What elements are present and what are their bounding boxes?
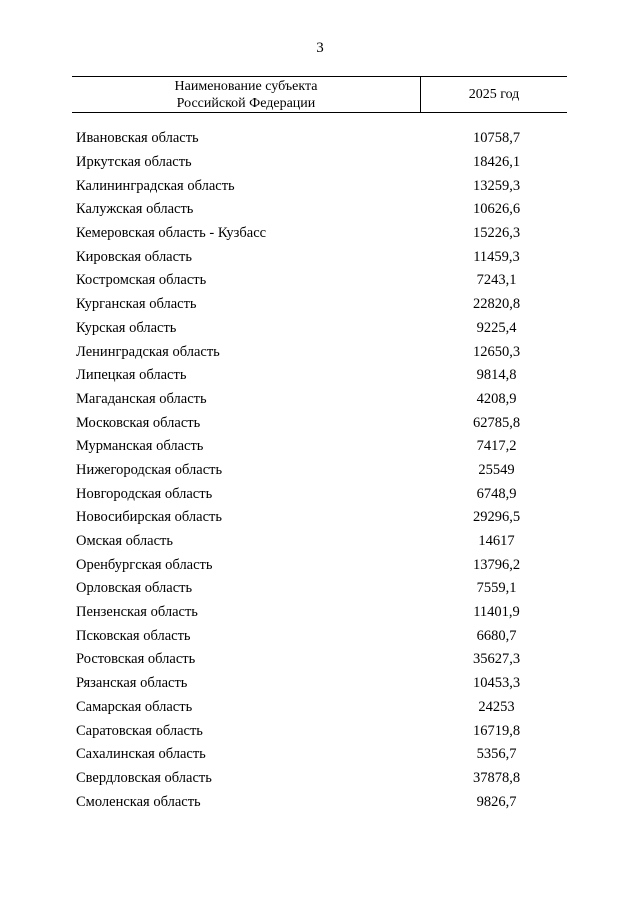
subject-name: Мурманская область: [76, 438, 204, 455]
subject-value: 18426,1: [472, 154, 521, 171]
subject-value: 62785,8: [472, 414, 521, 431]
table-row: [76, 696, 567, 720]
subject-value: 10453,3: [472, 675, 521, 692]
subject-name: Псковская область: [76, 627, 191, 644]
subject-name: Новосибирская область: [76, 509, 222, 526]
table-row: [76, 577, 567, 601]
table-row: [76, 364, 567, 388]
table-row: [76, 151, 567, 175]
subject-name: Московская область: [76, 414, 201, 431]
subject-name: Омская область: [76, 533, 173, 550]
subject-value: 25549: [478, 461, 515, 478]
subject-name: Липецкая область: [76, 367, 187, 384]
table-row: [76, 743, 567, 767]
table-row: [76, 719, 567, 743]
subject-value: 5356,7: [476, 746, 517, 763]
subject-name: Смоленская область: [76, 793, 201, 810]
subject-value: 11401,9: [473, 604, 520, 621]
table-row: [76, 601, 567, 625]
table-row: [76, 388, 567, 412]
subject-value: 9225,4: [476, 319, 517, 336]
table-row: [76, 317, 567, 341]
subject-value: 37878,8: [472, 769, 521, 786]
table-row: [76, 198, 567, 222]
subject-value: 24253: [478, 698, 515, 715]
subject-name: Оренбургская область: [76, 556, 213, 573]
header-subject-name-line1: Наименование субъекта: [174, 78, 318, 94]
subject-value: 12650,3: [472, 343, 521, 360]
subject-value: 7417,2: [476, 438, 517, 455]
subject-name: Ленинградская область: [76, 343, 220, 360]
table-row: [76, 530, 567, 554]
subject-value: 13259,3: [472, 177, 521, 194]
subject-value: 13796,2: [472, 556, 521, 573]
subject-value: 10626,6: [472, 201, 521, 218]
table-row: [76, 222, 567, 246]
table-row: [76, 269, 567, 293]
table-body: [76, 127, 567, 814]
subject-name: Рязанская область: [76, 675, 188, 692]
table-row: [76, 435, 567, 459]
subject-value: 11459,3: [473, 248, 520, 265]
table-row: [76, 672, 567, 696]
subject-value: 7243,1: [476, 272, 517, 289]
subject-value: 16719,8: [472, 722, 521, 739]
subject-value: 7559,1: [476, 580, 517, 597]
subject-value: 4208,9: [476, 390, 517, 407]
table-row: [76, 506, 567, 530]
subject-name: Кировская область: [76, 248, 193, 265]
subject-name: Нижегородская область: [76, 461, 223, 478]
subject-value: 6748,9: [476, 485, 517, 502]
subject-name: Самарская область: [76, 698, 193, 715]
table-row: [76, 624, 567, 648]
page-number: 3: [316, 40, 324, 56]
subject-name: Курская область: [76, 319, 177, 336]
subject-value: 14617: [478, 533, 515, 550]
subject-value: 22820,8: [472, 296, 521, 313]
table-row: [76, 127, 567, 151]
subject-name: Пензенская область: [76, 604, 198, 621]
table-row: [76, 245, 567, 269]
header-subject-name-line2: Российской Федерации: [176, 95, 316, 111]
subject-name: Костромская область: [76, 272, 207, 289]
table-row: [76, 411, 567, 435]
subject-name: Ивановская область: [76, 130, 199, 147]
subject-value: 6680,7: [476, 627, 517, 644]
subject-name: Магаданская область: [76, 390, 207, 407]
table-row: [76, 340, 567, 364]
table-row: [76, 767, 567, 791]
subject-value: 10758,7: [472, 130, 521, 147]
subject-value: 9826,7: [476, 793, 517, 810]
header-year: 2025 год: [468, 86, 520, 102]
table-row: [76, 293, 567, 317]
table-row: [76, 790, 567, 814]
subject-name: Новгородская область: [76, 485, 213, 502]
table-row: [76, 459, 567, 483]
table-row: [76, 174, 567, 198]
subject-name: Кемеровская область - Кузбасс: [76, 225, 267, 242]
subject-name: Курганская область: [76, 296, 197, 313]
subject-value: 15226,3: [472, 225, 521, 242]
subject-value: 35627,3: [472, 651, 521, 668]
subject-name: Саратовская область: [76, 722, 203, 739]
table-header: [72, 76, 567, 113]
table-row: [76, 648, 567, 672]
subject-name: Калининградская область: [76, 177, 235, 194]
table-row: [76, 482, 567, 506]
subject-name: Ростовская область: [76, 651, 196, 668]
subject-name: Свердловская область: [76, 769, 212, 786]
subject-name: Калужская область: [76, 201, 194, 218]
subject-value: 29296,5: [472, 509, 521, 526]
subject-name: Иркутская область: [76, 154, 192, 171]
subject-name: Сахалинская область: [76, 746, 206, 763]
table-row: [76, 553, 567, 577]
subject-value: 9814,8: [476, 367, 517, 384]
subject-name: Орловская область: [76, 580, 193, 597]
header-subject-name: [72, 77, 421, 112]
